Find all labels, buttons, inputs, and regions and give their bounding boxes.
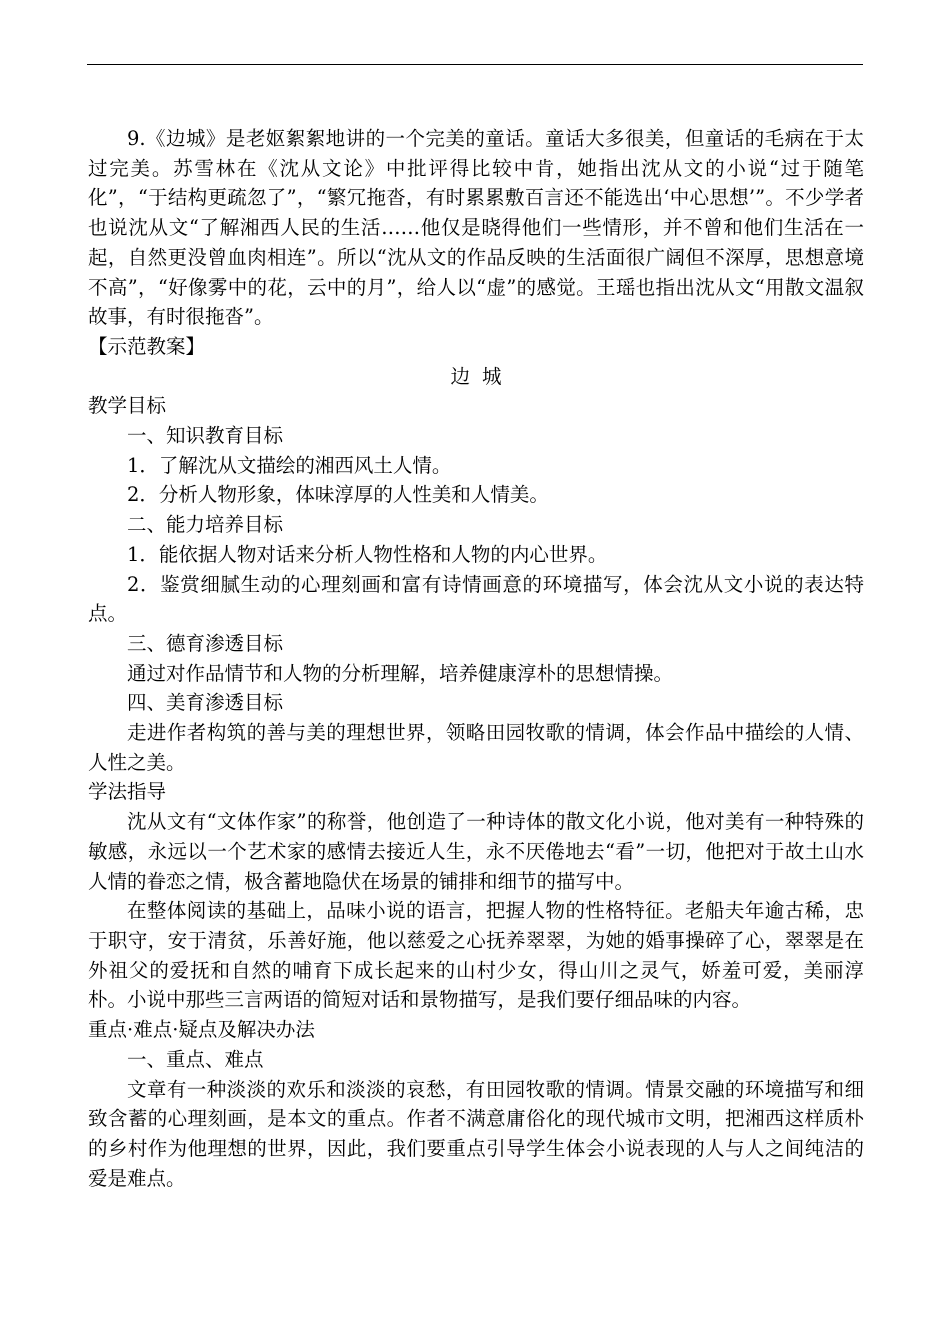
aesthetic-goal-text: 走进作者构筑的善与美的理想世界，领略田园牧歌的情调，体会作品中描绘的人情、人性之美。	[88, 721, 864, 774]
subheading-key-difficult: 一、重点、难点	[127, 1047, 264, 1071]
goal-item-2: 2．分析人物形象，体味淳厚的人性美和人情美。	[127, 483, 549, 507]
lesson-title: 边城	[450, 364, 514, 388]
subheading-moral-goals: 三、德育渗透目标	[127, 631, 284, 655]
subheading-knowledge-goals: 一、知识教育目标	[127, 424, 284, 448]
section-heading-demo-plan: 【示范教案】	[88, 334, 206, 358]
key-points-paragraph: 文章有一种淡淡的欢乐和淡淡的哀愁，有田园牧歌的情调。情景交融的环境描写和细致含蓄的心理刻画，是本文的重点。作者不满意庸俗化的现代城市文明，把湘西这样质朴的乡村作为他理想的世界，因此，我们要重点引导学生体会小说表现的人与人之间纯洁的爱是难点。	[88, 1077, 864, 1190]
header-rule	[87, 64, 863, 65]
ability-item-1: 1．能依据人物对话来分析人物性格和人物的内心世界。	[127, 542, 608, 566]
section-heading-teaching-goals: 教学目标	[88, 394, 167, 418]
section-heading-study-guide: 学法指导	[88, 780, 167, 804]
subheading-aesthetic-goals: 四、美育渗透目标	[127, 691, 284, 715]
document-body	[88, 124, 864, 1193]
paragraph-9-critique: 9.《边城》是老妪絮絮地讲的一个完美的童话。童话大多很美，但童话的毛病在于太过完美。苏雪林在《沈从文论》中批评得比较中肯，她指出沈从文的小说“过于随笔化”，“于结构更疏忽了”，“繁冗拖沓，有时累累敷百言还不能选出‘中心思想’”。不少学者也说沈从文“了解湘西人民的生活……他仅是晓得他们一些情形，并不曾和他们生活在一起，自然更没曾血肉相连”。所以“沈从文的作品反映的生活面很广阔但不深厚，思想意境不高”，“好像雾中的花，云中的月”，给人以“虚”的感觉。王瑶也指出沈从文“用散文温叙故事，有时很拖沓”。	[88, 127, 864, 329]
study-guide-paragraph-1: 沈从文有“文体作家”的称誉，他创造了一种诗体的散文化小说，他对美有一种特殊的敏感，永远以一个艺术家的感情去接近人生，永不厌倦地去“看”一切，他把对于故土山水人情的眷恋之情，极含蓄地隐伏在场景的铺排和细节的描写中。	[88, 810, 864, 893]
study-guide-paragraph-2: 在整体阅读的基础上，品味小说的语言，把握人物的性格特征。老船夫年逾古稀，忠于职守，安于清贫，乐善好施，他以慈爱之心抚养翠翠，为她的婚事操碎了心，翠翠是在外祖父的爱抚和自然的哺育下成长起来的山村少女，得山川之灵气，娇羞可爱，美丽淳朴。小说中那些三言两语的简短对话和景物描写，是我们要仔细品味的内容。	[88, 899, 864, 1012]
moral-goal-text: 通过对作品情节和人物的分析理解，培养健康淳朴的思想情操。	[127, 661, 674, 685]
section-heading-key-points: 重点·难点·疑点及解决办法	[88, 1018, 315, 1042]
ability-item-2: 2．鉴赏细腻生动的心理刻画和富有诗情画意的环境描写，体会沈从文小说的表达特点。	[88, 572, 864, 626]
subheading-ability-goals: 二、能力培养目标	[127, 513, 284, 537]
goal-item-1: 1．了解沈从文描绘的湘西风土人情。	[127, 453, 452, 477]
